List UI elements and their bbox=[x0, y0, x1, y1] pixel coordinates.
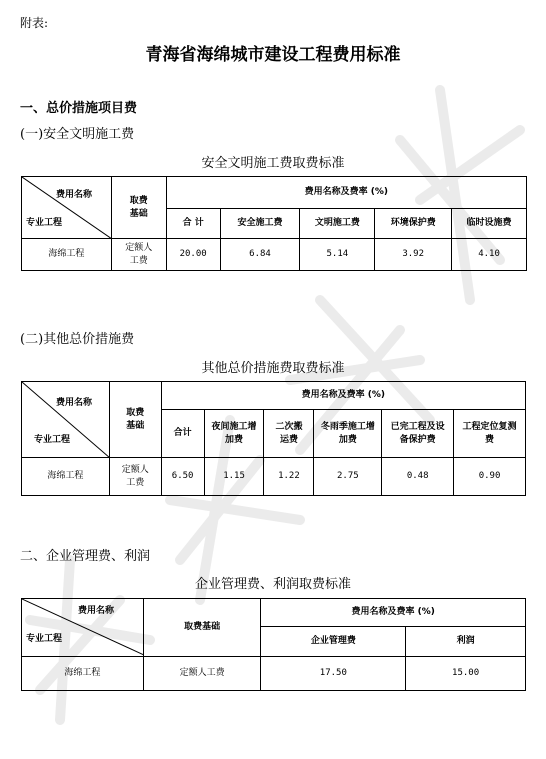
section2-heading: 二、企业管理费、利润 bbox=[20, 549, 151, 564]
cell-value: 4.10 bbox=[452, 239, 527, 271]
corner-header bbox=[22, 382, 110, 458]
corner-header bbox=[22, 177, 112, 239]
cell-value: 0.48 bbox=[382, 458, 454, 496]
col-header: 环境保护费 bbox=[375, 209, 452, 239]
row-basis: 定额人工费 bbox=[111, 239, 166, 271]
group-header: 费用名称及费率 (%) bbox=[161, 382, 525, 410]
table-safety-civilization bbox=[21, 176, 527, 271]
col-header: 临时设施费 bbox=[452, 209, 527, 239]
row-name: 海绵工程 bbox=[22, 657, 144, 691]
section1-sub1-heading: (一)安全文明施工费 bbox=[20, 127, 135, 142]
corner-top-label: 费用名称 bbox=[56, 398, 93, 408]
corner-top-label: 费用名称 bbox=[78, 606, 115, 616]
basis-header: 取费基础 bbox=[109, 382, 161, 458]
col-header: 文明施工费 bbox=[300, 209, 375, 239]
corner-header bbox=[22, 599, 144, 657]
corner-bottom-label: 专业工程 bbox=[26, 634, 63, 644]
col-header: 合 计 bbox=[166, 209, 220, 239]
table-other-measures bbox=[21, 381, 526, 496]
group-header: 费用名称及费率 (%) bbox=[166, 177, 526, 209]
row-name: 海绵工程 bbox=[22, 239, 112, 271]
cell-value: 1.15 bbox=[204, 458, 264, 496]
col-header: 已完工程及设备保护费 bbox=[382, 410, 454, 458]
cell-value: 1.22 bbox=[264, 458, 314, 496]
corner-bottom-label: 专业工程 bbox=[26, 218, 63, 228]
table3-caption: 企业管理费、利润取费标准 bbox=[194, 577, 351, 592]
col-header: 夜间施工增加费 bbox=[204, 410, 264, 458]
table-row bbox=[22, 458, 526, 496]
row-name: 海绵工程 bbox=[22, 458, 110, 496]
basis-header: 取费基础 bbox=[111, 177, 166, 239]
attachment-label: 附表: bbox=[20, 16, 49, 30]
basis-header: 取费基础 bbox=[143, 599, 261, 657]
section1-heading: 一、总价措施项目费 bbox=[20, 101, 138, 116]
table1-caption: 安全文明施工费取费标准 bbox=[201, 156, 345, 171]
page-title: 青海省海绵城市建设工程费用标准 bbox=[145, 45, 401, 65]
col-header: 利润 bbox=[406, 627, 526, 657]
row-basis: 定额人工费 bbox=[143, 657, 261, 691]
col-header: 合计 bbox=[161, 410, 204, 458]
cell-value: 3.92 bbox=[375, 239, 452, 271]
col-header: 安全施工费 bbox=[220, 209, 300, 239]
row-basis: 定额人工费 bbox=[109, 458, 161, 496]
cell-value: 20.00 bbox=[166, 239, 220, 271]
col-header: 工程定位复测费 bbox=[454, 410, 526, 458]
table-row bbox=[22, 657, 526, 691]
cell-value: 6.84 bbox=[220, 239, 300, 271]
cell-value: 0.90 bbox=[454, 458, 526, 496]
corner-bottom-label: 专业工程 bbox=[34, 435, 71, 445]
cell-value: 6.50 bbox=[161, 458, 204, 496]
cell-value: 15.00 bbox=[406, 657, 526, 691]
section1-sub2-heading: (二)其他总价措施费 bbox=[20, 332, 135, 347]
cell-value: 17.50 bbox=[261, 657, 406, 691]
table2-caption: 其他总价措施费取费标准 bbox=[201, 361, 345, 376]
corner-top-label: 费用名称 bbox=[56, 190, 93, 200]
group-header: 费用名称及费率 (%) bbox=[261, 599, 526, 627]
col-header: 冬雨季施工增加费 bbox=[314, 410, 382, 458]
cell-value: 5.14 bbox=[300, 239, 375, 271]
cell-value: 2.75 bbox=[314, 458, 382, 496]
table-management-profit bbox=[21, 598, 526, 691]
table-row bbox=[22, 239, 527, 271]
col-header: 企业管理费 bbox=[261, 627, 406, 657]
col-header: 二次搬运费 bbox=[264, 410, 314, 458]
